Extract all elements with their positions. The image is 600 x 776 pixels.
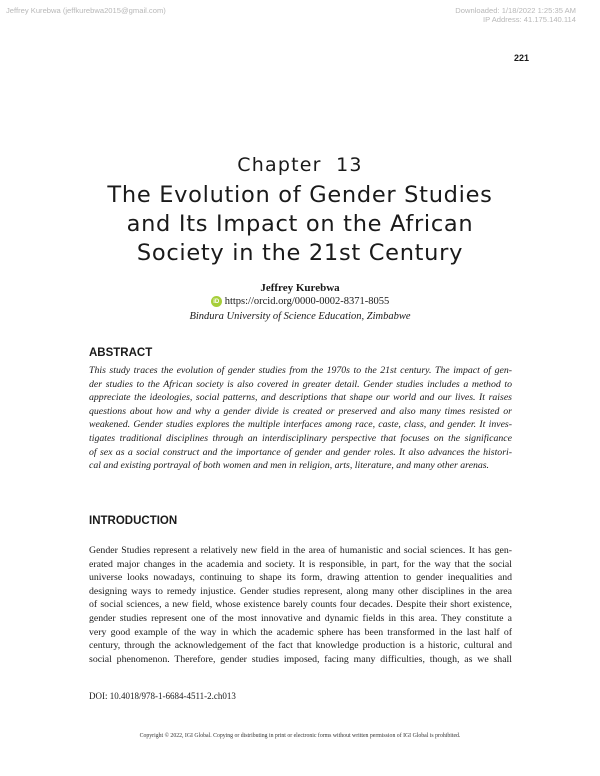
introduction-line: designing ways to remedy injustice. Gender studies represent, along many other disciplines in the area [89,585,512,597]
abstract-line: appreciate the ideologies, social patterns, and descriptions that shape our world and our lives. It raises [89,392,512,404]
abstract-line: cal and existing portrayal of both women and men in religion, arts, literature, and many other arenas. [89,460,490,472]
doi: DOI: 10.4018/978-1-6684-4511-2.ch013 [89,691,236,701]
abstract-line: questions about how and why a gender divide is created or preserved and also many times resisted or [89,405,512,417]
introduction-line: universe looks nowadays, continuing to shape its form, drawing attention to gender inequalities and [89,572,512,584]
abstract-line: of sex as a social construct and the importance of gender and gender roles. It also advances the histori- [89,446,512,458]
page-number: 221 [513,53,529,63]
introduction-line: very good example of the way in which the academic sphere has been transformed in the last half of [89,626,512,638]
introduction-line: erated major changes in the academia and society. It is responsible, in part, for the way that the social [89,558,512,570]
abstract-line: der studies to the African society is also covered in greater detail. Gender studies includes a method to [89,378,512,390]
introduction-line: century, through the acknowledgement of the fact that knowledge production is a historic, cultural and [89,640,512,652]
title-line: The Evolution of Gender Studies [107,182,493,208]
chapter-title [40,181,560,268]
introduction-heading: INTRODUCTION [89,515,178,527]
abstract-body [89,364,512,473]
abstract-heading: ABSTRACT [89,347,153,359]
abstract-line: tigates traditional disciplines through an interdisciplinary perspective that focuses on the significance [89,432,512,444]
introduction-line: gender studies represent one of the most innovative and dynamic fields in this area. They constitute a [89,612,512,624]
author-affiliation: Bindura University of Science Education, Zimbabwe [189,311,411,322]
orcid-icon: iD [211,296,222,307]
author-orcid [0,296,600,307]
introduction-line: Gender Studies represent a relatively new field in the area of humanistic and social sciences. It has gen- [89,545,512,556]
chapter-label: Chapter 13 [237,154,363,176]
introduction-body [89,544,512,666]
title-line: and Its Impact on the African [126,211,474,237]
abstract-line: This study traces the evolution of gender studies from the 1970s to the 21st century. The impact of gen- [89,365,512,376]
watermark-right [455,6,576,24]
watermark-download-date: Downloaded: 1/18/2022 1:25:35 AM [455,6,576,15]
abstract-line: weakened. Gender studies explores the multiple interfaces among race, caste, class, and gender. It inves- [89,419,512,431]
orcid-link[interactable]: https://orcid.org/0000-0002-8371-8055 [224,296,390,307]
author-name: Jeffrey Kurebwa [260,282,340,294]
watermark-left: Jeffrey Kurebwa (jeffkurebwa2015@gmail.com) [6,6,166,15]
watermark-ip-address: IP Address: 41.175.140.114 [482,15,576,24]
introduction-line: of social sciences, a new field, whose existence barely counts four decades. Despite their short existence, [89,599,512,611]
title-line: Society in the 21st Century [136,240,464,266]
introduction-line: social phenomenon. Therefore, gender studies imposed, facing many difficulties, though, as we shall [89,653,512,665]
copyright-notice: Copyright © 2022, IGI Global. Copying or distributing in print or electronic forms without written permission of IGI Global is prohibited. [139,733,461,739]
